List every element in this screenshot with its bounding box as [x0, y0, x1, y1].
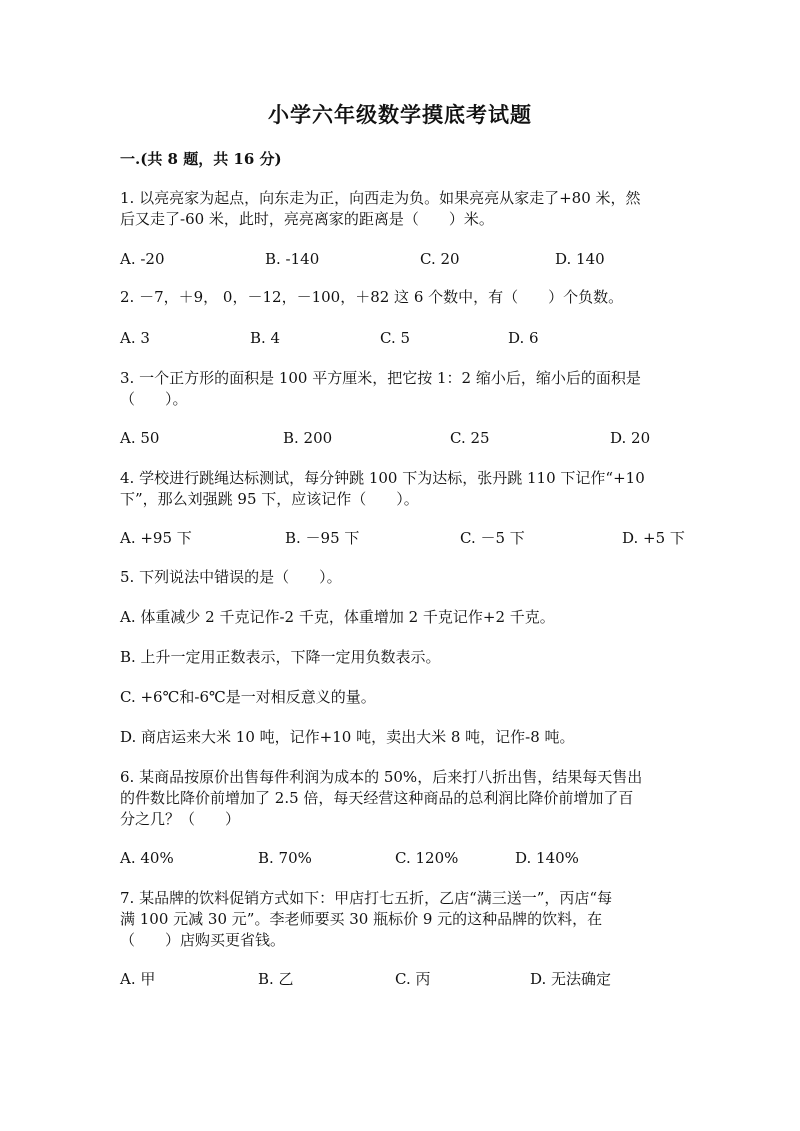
- option-d: D. 无法确定: [530, 970, 612, 988]
- option-c: C. 丙: [395, 970, 431, 988]
- option-b: B. －95 下: [285, 529, 360, 547]
- option-c: C. +6℃和-6℃是一对相反意义的量。: [120, 688, 376, 706]
- option-d: D. 140%: [515, 849, 579, 867]
- question-text-line: 下”，那么刘强跳 95 下，应该记作（ ）。: [120, 490, 419, 508]
- option-a: A. 体重减少 2 千克记作-2 千克，体重增加 2 千克记作+2 千克。: [120, 608, 555, 626]
- option-c: C. －5 下: [460, 529, 525, 547]
- option-b: B. 70%: [258, 849, 312, 867]
- question-text-line: 7. 某品牌的饮料促销方式如下：甲店打七五折，乙店“满三送一”，丙店“每: [120, 889, 613, 907]
- option-a: A. 3: [120, 329, 150, 347]
- question-text-line: 1. 以亮亮家为起点，向东走为正，向西走为负。如果亮亮从家走了+80 米，然: [120, 189, 641, 207]
- option-d: D. 6: [508, 329, 539, 347]
- option-b: B. 4: [250, 329, 281, 347]
- question-text-line: 后又走了-60 米，此时，亮亮离家的距离是（ ）米。: [120, 210, 494, 228]
- option-b: B. 上升一定用正数表示，下降一定用负数表示。: [120, 648, 441, 666]
- option-d: D. +5 下: [622, 529, 685, 547]
- question-text-line: 满 100 元减 30 元”。李老师要买 30 瓶标价 9 元的这种品牌的饮料，在: [120, 910, 603, 928]
- option-d: D. 商店运来大米 10 吨，记作+10 吨，卖出大米 8 吨，记作-8 吨。: [120, 728, 575, 746]
- question-text-line: 2. －7，＋9， 0，－12，－100，＋82 这 6 个数中，有（ ）个负数。: [120, 288, 624, 306]
- option-c: C. 5: [380, 329, 411, 347]
- question-text-line: （ ）。: [120, 390, 188, 408]
- option-a: A. 50: [120, 429, 160, 447]
- section-header: 一.(共 8 题，共 16 分): [120, 150, 282, 168]
- question-text-line: 的件数比降价前增加了 2.5 倍，每天经营这种商品的总利润比降价前增加了百: [120, 789, 634, 807]
- question-text-line: 分之几？（ ）: [120, 810, 241, 828]
- option-b: B. -140: [265, 250, 320, 268]
- option-b: B. 200: [283, 429, 333, 447]
- option-c: C. 20: [420, 250, 460, 268]
- option-a: A. 甲: [120, 970, 156, 988]
- option-c: C. 25: [450, 429, 490, 447]
- question-text-line: 4. 学校进行跳绳达标测试，每分钟跳 100 下为达标，张丹跳 110 下记作“+10: [120, 469, 645, 487]
- page-title: 小学六年级数学摸底考试题: [268, 102, 532, 127]
- option-d: D. 140: [555, 250, 605, 268]
- question-text-line: 3. 一个正方形的面积是 100 平方厘米，把它按 1：2 缩小后，缩小后的面积是: [120, 369, 641, 387]
- question-text-line: （ ）店购买更省钱。: [120, 931, 286, 949]
- option-a: A. -20: [120, 250, 165, 268]
- option-d: D. 20: [610, 429, 651, 447]
- option-a: A. +95 下: [120, 529, 192, 547]
- question-text-line: 5. 下列说法中错误的是（ ）。: [120, 568, 342, 586]
- option-b: B. 乙: [258, 970, 294, 988]
- option-a: A. 40%: [120, 849, 174, 867]
- question-text-line: 6. 某商品按原价出售每件利润为成本的 50%，后来打八折出售，结果每天售出: [120, 768, 643, 786]
- option-c: C. 120%: [395, 849, 459, 867]
